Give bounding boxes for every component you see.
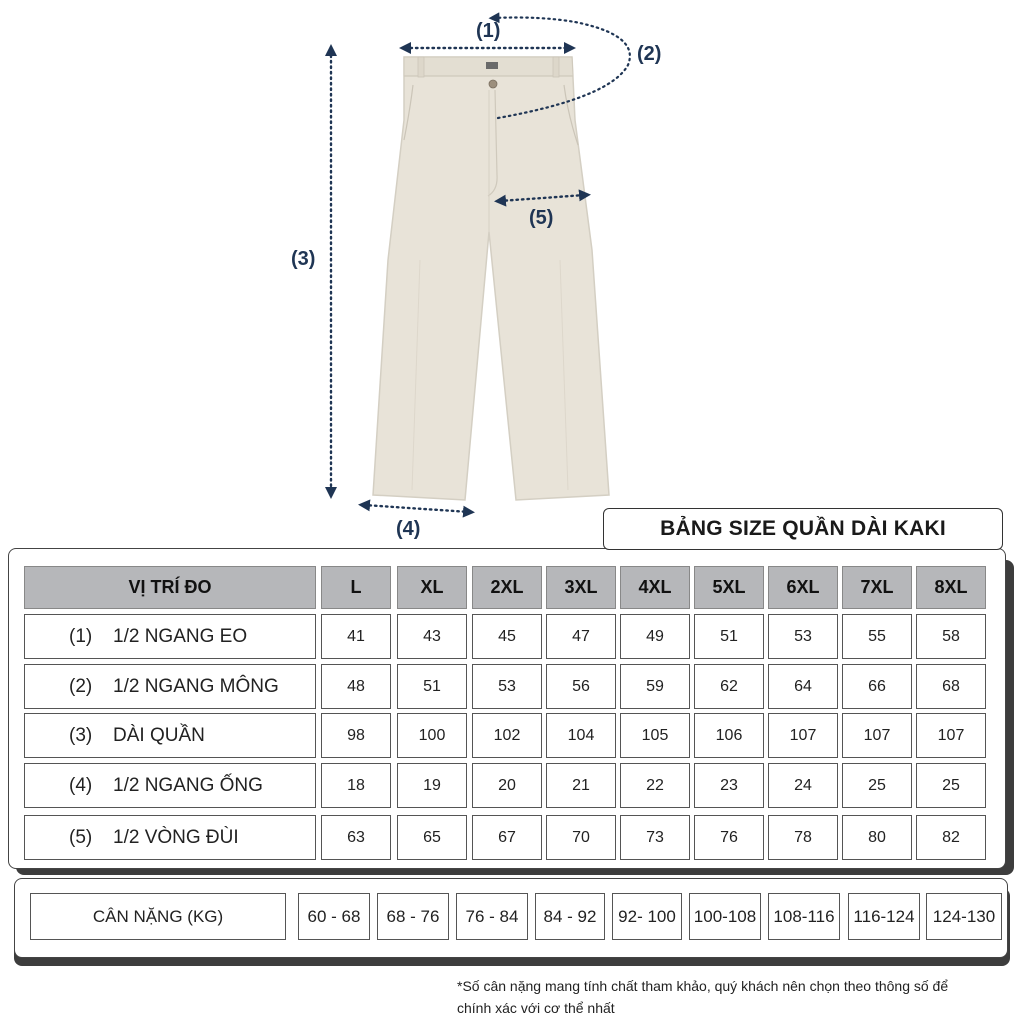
value-cell: 105 (620, 713, 690, 758)
weight-value-cell: 124-130 (926, 893, 1002, 940)
header-cell-size: 4XL (620, 566, 690, 609)
footnote-line-1: *Số cân nặng mang tính chất tham khảo, quý khách nên chọn theo thông số để (457, 978, 949, 994)
row-label-cell (24, 664, 316, 709)
header-cell-size: 2XL (472, 566, 542, 609)
measure-label-4: (4) (396, 518, 421, 540)
measure-label-1: (1) (476, 20, 501, 42)
value-cell: 62 (694, 664, 764, 709)
row-label: 1/2 NGANG ỐNG (113, 774, 263, 796)
value-cell: 70 (546, 815, 616, 860)
header-cell-size: 3XL (546, 566, 616, 609)
row-number: (4) (69, 774, 93, 796)
value-cell: 65 (397, 815, 467, 860)
header-cell-size: XL (397, 566, 467, 609)
value-cell: 49 (620, 614, 690, 659)
page-title: BẢNG SIZE QUẦN DÀI KAKI (603, 508, 1003, 550)
weight-value-cell: 68 - 76 (377, 893, 449, 940)
value-cell: 22 (620, 763, 690, 808)
weight-label-cell: CÂN NẶNG (KG) (30, 893, 286, 940)
value-cell: 68 (916, 664, 986, 709)
value-cell: 76 (694, 815, 764, 860)
row-label-cell (24, 815, 316, 860)
value-cell: 48 (321, 664, 391, 709)
value-cell: 25 (916, 763, 986, 808)
value-cell: 64 (768, 664, 838, 709)
header-cell-size: L (321, 566, 391, 609)
value-cell: 43 (397, 614, 467, 659)
weight-value-cell: 116-124 (848, 893, 920, 940)
row-label: 1/2 NGANG MÔNG (113, 675, 279, 697)
value-cell: 25 (842, 763, 912, 808)
footnote-line-2: chính xác với cơ thể nhất (457, 1000, 615, 1016)
measure-label-5: (5) (529, 207, 554, 229)
value-cell: 47 (546, 614, 616, 659)
value-cell: 51 (694, 614, 764, 659)
value-cell: 53 (472, 664, 542, 709)
value-cell: 107 (916, 713, 986, 758)
value-cell: 98 (321, 713, 391, 758)
row-number: (3) (69, 724, 93, 746)
header-cell-position: VỊ TRÍ ĐO (24, 566, 316, 609)
value-cell: 53 (768, 614, 838, 659)
row-label-cell (24, 763, 316, 808)
measure-label-2: (2) (637, 43, 662, 65)
row-number: (1) (69, 625, 93, 647)
header-cell-size: 6XL (768, 566, 838, 609)
row-label-cell (24, 713, 316, 758)
value-cell: 23 (694, 763, 764, 808)
weight-value-cell: 108-116 (768, 893, 840, 940)
weight-value-cell: 60 - 68 (298, 893, 370, 940)
value-cell: 45 (472, 614, 542, 659)
value-cell: 107 (842, 713, 912, 758)
value-cell: 80 (842, 815, 912, 860)
value-cell: 21 (546, 763, 616, 808)
value-cell: 41 (321, 614, 391, 659)
value-cell: 51 (397, 664, 467, 709)
value-cell: 107 (768, 713, 838, 758)
row-label-cell (24, 614, 316, 659)
value-cell: 67 (472, 815, 542, 860)
value-cell: 24 (768, 763, 838, 808)
pants-shape (373, 57, 609, 500)
row-number: (2) (69, 675, 93, 697)
value-cell: 78 (768, 815, 838, 860)
value-cell: 18 (321, 763, 391, 808)
value-cell: 59 (620, 664, 690, 709)
value-cell: 66 (842, 664, 912, 709)
header-cell-size: 7XL (842, 566, 912, 609)
value-cell: 56 (546, 664, 616, 709)
footnote (457, 975, 1017, 1019)
weight-value-cell: 100-108 (689, 893, 761, 940)
value-cell: 82 (916, 815, 986, 860)
value-cell: 104 (546, 713, 616, 758)
weight-value-cell: 76 - 84 (456, 893, 528, 940)
value-cell: 19 (397, 763, 467, 808)
header-cell-size: 5XL (694, 566, 764, 609)
row-label: DÀI QUẦN (113, 724, 205, 746)
value-cell: 73 (620, 815, 690, 860)
weight-value-cell: 84 - 92 (535, 893, 605, 940)
value-cell: 100 (397, 713, 467, 758)
header-cell-size: 8XL (916, 566, 986, 609)
row-number: (5) (69, 826, 93, 848)
value-cell: 58 (916, 614, 986, 659)
row-label: 1/2 NGANG EO (113, 625, 248, 647)
value-cell: 63 (321, 815, 391, 860)
weight-value-cell: 92- 100 (612, 893, 682, 940)
row-label: 1/2 VÒNG ĐÙI (113, 826, 239, 848)
value-cell: 20 (472, 763, 542, 808)
value-cell: 102 (472, 713, 542, 758)
button-icon (489, 80, 497, 88)
measure-label-3: (3) (291, 248, 316, 270)
value-cell: 106 (694, 713, 764, 758)
value-cell: 55 (842, 614, 912, 659)
